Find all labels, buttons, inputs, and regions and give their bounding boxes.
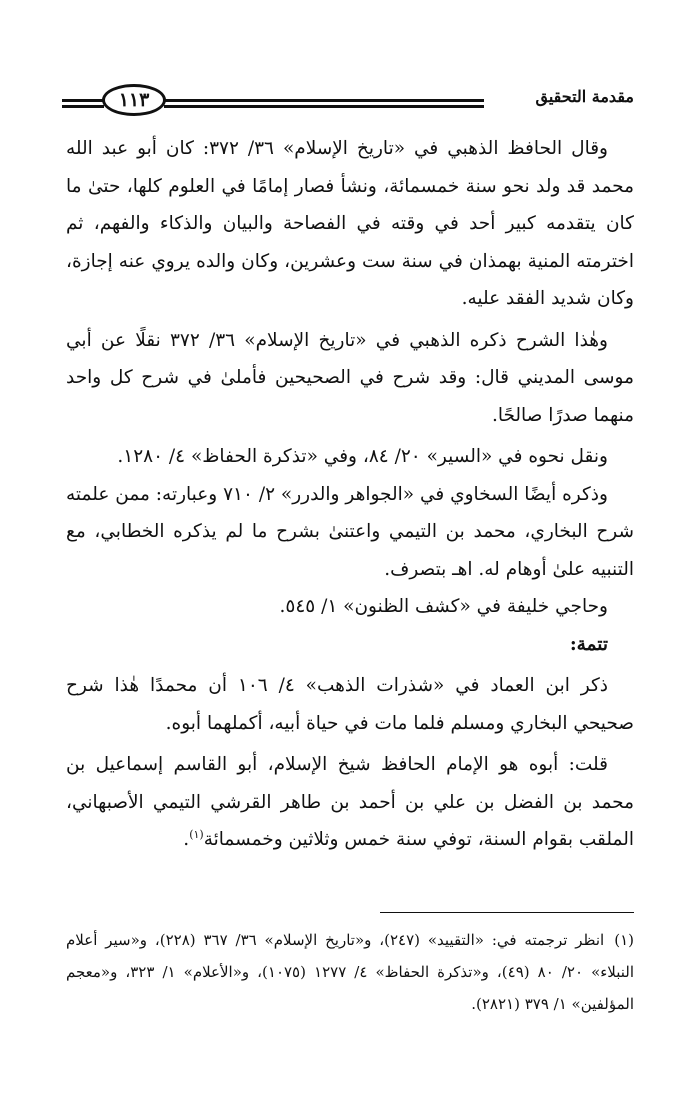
paragraph-siyar-reference: ونقل نحوه في «السير» ٢٠/ ٨٤، وفي «تذكرة الحفاظ» ٤/ ١٢٨٠.: [117, 446, 608, 467]
paragraph-sharh-mention: وهٰذا الشرح ذكره الذهبي في «تاريخ الإسلام» ٣٦/ ٣٧٢ نقلًا عن أبي موسى المديني قال: وقد شرح في الصحيحين فأملىٰ في شرح كل واحد منهما صدرًا صالحًا.: [66, 329, 634, 426]
running-title: مقدمة التحقيق: [535, 87, 634, 106]
subheading-tatimma: تتمة:: [569, 633, 608, 655]
paragraph-shadharat-reference: ذكر ابن العماد في «شذرات الذهب» ٤/ ١٠٦ أن محمدًا هٰذا شرح صحيحي البخاري ومسلم فلما مات في حياة أبيه، أكملهما أبوه.: [66, 675, 634, 734]
page-number-oval: [102, 84, 166, 116]
paragraph-sakhawi-reference: وذكره أيضًا السخاوي في «الجواهر والدرر» ٢/ ٧١٠ وعبارته: ممن علمته شرح البخاري، محمد بن التيمي واعتنىٰ بشرح ما لم يذكره الخطابي، مع التنبيه علىٰ أوهام له. اهـ بتصرف.: [66, 483, 634, 580]
footnote-1-text: انظر ترجمته في: «التقييد» (٢٤٧)، و«تاريخ الإسلام» ٣٦/ ٣٦٧ (٢٢٨)، و«سير أعلام النبلاء» ٢٠/ ٨٠ (٤٩)، و«تذكرة الحفاظ» ٤/ ١٢٧٧ (١٠٧٥)، و«الأعلام» ١/ ٣٢٣، و«معجم المؤلفين» ١/ ٣٧٩ (٢٨٢١).: [66, 931, 635, 1013]
footnote-1-mark: (١): [614, 931, 634, 949]
paragraph-father-biography: [66, 746, 634, 859]
paragraph-end-punctuation: .: [183, 829, 190, 850]
footnote-separator: [380, 912, 634, 913]
footnote-reference: (١): [189, 827, 204, 841]
footnotes: [66, 924, 634, 1020]
main-text: [66, 130, 634, 859]
header-rule: [62, 105, 104, 108]
paragraph-dhahabi-quote: وقال الحافظ الذهبي في «تاريخ الإسلام» ٣٦/ ٣٧٢: كان أبو عبد الله محمد قد ولد نحو سنة خمسمائة، ونشأ فصار إمامًا في العلوم كلها، حتىٰ ما كان يتقدمه كبير أحد في وقته في الفصاحة والبيان والذكاء والفهم، ثم اخترمته المنية بهمذان في سنة ست وعشرين، وكان والده يروي عنه إجازة، وكان شديد الفقد عليه.: [66, 138, 634, 309]
header-rule: [62, 99, 104, 102]
paragraph-kashf-reference: وحاجي خليفة في «كشف الظنون» ١/ ٥٤٥.: [279, 596, 608, 617]
page-header: [62, 82, 634, 120]
page-number: ١١٣: [118, 89, 150, 111]
header-rule: [164, 99, 484, 102]
footnote-1: [66, 924, 634, 1020]
header-rule: [164, 105, 484, 108]
paragraph-father-text: قلت: أبوه هو الإمام الحافظ شيخ الإسلام، أبو القاسم إسماعيل بن محمد بن الفضل بن علي بن أحمد بن طاهر القرشي التيمي الأصبهاني، الملقب بقوام السنة، توفي سنة خمس وثلاثين وخمسمائة: [66, 754, 634, 850]
